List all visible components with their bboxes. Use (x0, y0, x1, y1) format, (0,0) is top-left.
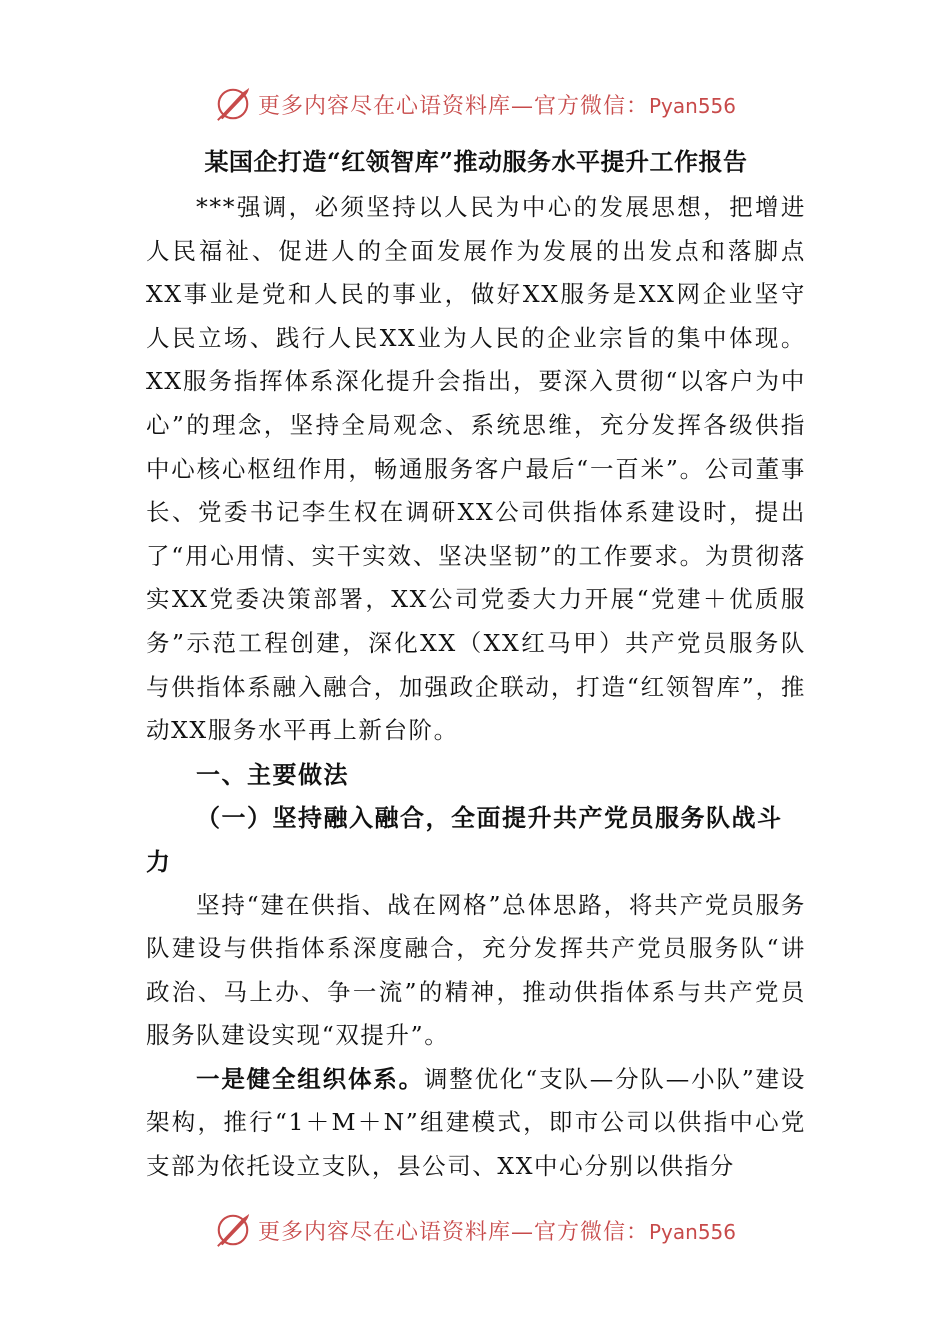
pen-quill-logo-icon (214, 1211, 252, 1249)
pen-quill-logo-icon (214, 85, 252, 123)
subsection-heading: （一）坚持融入融合，全面提升共产党员服务队战斗力 (146, 803, 783, 876)
subsection-paragraph: 坚持“建在供指、战在网格”总体思路，将共产党员服务队建设与供指体系深度融合，充分发挥共产党员服务队“讲政治、马上办、争一流”的精神，推动供指体系与共产党员服务队建设实现“双提升”。 (146, 890, 806, 1050)
document-title: 某国企打造“红领智库”推动服务水平提升工作报告 (204, 147, 748, 176)
point-text: 调整优化“支队—分队—小队”建设架构，推行“1＋M＋N”组建模式，即市公司以供指中心党支部为依托设立支队，县公司、XX中心分别以供指分 (146, 1064, 806, 1181)
watermark-text: 更多内容尽在心语资料库—官方微信：Pyan556 (257, 1219, 737, 1245)
watermark-text: 更多内容尽在心语资料库—官方微信：Pyan556 (257, 93, 737, 119)
watermark-header (0, 84, 950, 124)
point-paragraph (146, 1058, 806, 1189)
point-lead: 一是健全组织体系。 (196, 1064, 424, 1093)
watermark-footer (0, 1210, 950, 1250)
document-body (146, 140, 806, 1189)
section-heading: 一、主要做法 (196, 759, 349, 789)
intro-paragraph: ***强调，必须坚持以人民为中心的发展思想，把增进人民福祉、促进人的全面发展作为发展的出发点和落脚点XX事业是党和人民的事业，做好XX服务是XX网企业坚守人民立场、践行人民XX业为人民的企业宗旨的集中体现。XX服务指挥体系深化提升会指出，要深入贯彻“以客户为中心”的理念，坚持全局观念、系统思维，充分发挥各级供指中心核心枢纽作用，畅通服务客户最后“一百米”。公司董事长、党委书记李生权在调研XX公司供指体系建设时，提出了“用心用情、实干实效、坚决坚韧”的工作要求。为贯彻落实XX党委决策部署，XX公司党委大力开展“党建＋优质服务”示范工程创建，深化XX（XX红马甲）共产党员服务队与供指体系融入融合，加强政企联动，打造“红领智库”，推动XX服务水平再上新台阶。 (146, 193, 806, 745)
